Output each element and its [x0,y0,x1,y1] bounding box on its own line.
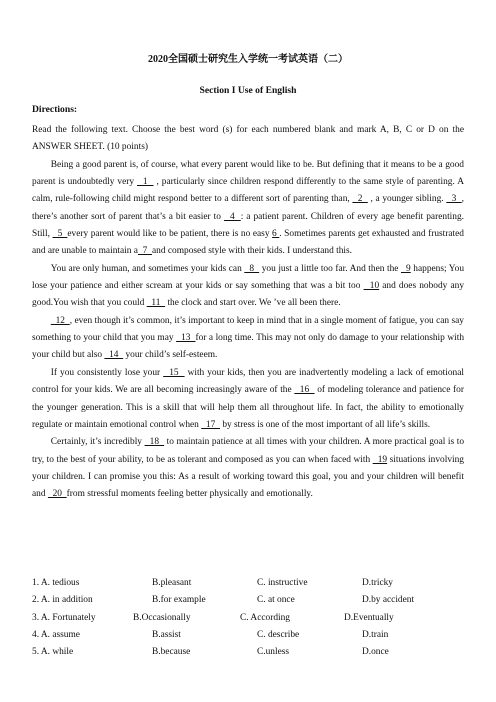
blank-number: 14 [104,350,124,361]
passage-text: Certainly, it’s incredibly [50,437,145,448]
option-row [32,575,472,592]
option-choice: B.because [152,647,191,658]
option-choice: C. According [240,612,290,623]
passage-text: you just a little too far. And then the [259,263,401,274]
passage-text: , particularly since children respond differently to the same style of parenting. A calm, rule-following child might respond better to a different sort of parenting than, [32,177,464,205]
directions-label: Directions: [32,104,78,115]
passage-text: Being a good parent is, of course, what every parent would like to be. But defining that it means to be a good parent is undoubtedly very [32,159,464,188]
option-choice: 5. A. while [32,647,74,658]
passage-text: , there’s another sort of parent that’s a bit easier to [32,194,465,222]
option-choice: B.assist [152,629,181,640]
option-choice: 3. A. Fortunately [32,612,96,623]
passage-text: situations involving your children. I can promise you this: As a result of working toward this goal, you and your children will benefit and [32,454,464,500]
passage-paragraph [32,261,464,313]
option-row [32,644,472,661]
passage-paragraph [32,365,464,434]
option-row [32,610,472,627]
blank-number: 3 [446,194,462,205]
section-heading: Section I Use of English [199,85,297,96]
passage-text: , even though it’s common, it’s important to keep in mind that in a single moment of fatigue, you can say something to your child that you may [32,315,464,344]
option-choice: D.Eventually [344,612,394,623]
option-choice: C. instructive [257,578,308,588]
passage-text: happens; You lose your patience and either scream at your kids or say something that was a bit too [32,263,465,292]
passage-text: , a younger sibling. [367,194,447,205]
option-choice: 2. A. in addition [32,595,93,606]
passage-text: If you consistently lose your [50,367,164,378]
option-row [32,627,472,644]
option-choice: B.pleasant [152,578,192,588]
blank-number: 18 [144,437,165,448]
blank-number: 9 [400,263,411,274]
blank-number: 17 [201,419,220,430]
passage-text: . Sometimes parents get exhausted and frustrated and are unable to maintain a [32,229,464,257]
passage-paragraph [32,434,464,503]
option-choice: D.once [362,647,389,658]
blank-number: 5 [52,229,68,240]
blank-number: 2 [352,194,368,205]
passage-text: every parent would like to be patient, there is no easy [67,229,273,240]
blank-number: 19 [372,454,388,465]
passage-text: : a patient parent. Children of every age benefit parenting. Still, [32,211,464,240]
option-choice: D.train [362,629,389,640]
page-title: 2020全国硕士研究生入学统一考试英语（二） [148,54,348,65]
passage-text: You are only human, and sometimes your kids can [50,263,245,274]
passage-text: of modeling tolerance and patience for the younger generation. This is a skill that will help them all throughout life. In fact, the ability to emotionally regulate or maintain emotional control when [32,385,464,430]
blank-number: 10 [363,281,380,292]
passage-text: for a long time. This may not only do damage to your relationship with your child but also [32,333,465,361]
blank-number: 13 [176,333,196,344]
option-choice: B.Occasionally [133,612,191,623]
option-choice: D.by accident [362,595,415,606]
option-choice: B.for example [152,595,206,606]
passage-text: from stressful moments feeling better physically and emotionally. [66,489,313,500]
option-choice: C. at once [257,595,295,606]
option-row [32,592,472,609]
blank-number: 15 [163,367,185,378]
passage-text: and does nobody any good.You wish that you could [32,281,465,309]
option-choice: C.unless [257,647,290,658]
blank-number: 7 [137,246,153,257]
blank-number: 6 [272,229,280,240]
passage-text: and composed style with their kids. I understand this. [152,246,352,257]
blank-number: 20 [47,489,67,500]
option-choice: D.tricky [362,578,393,588]
blank-number: 16 [294,385,315,396]
answer-options [32,575,472,661]
passage-text: your child’s self-esteem. [123,350,218,361]
directions-text: Read the following text. Choose the best word (s) for each numbered blank and mark A, B, C or D on the ANSWER SHEET. (10 points) [32,125,464,153]
blank-number: 1 [137,177,154,188]
passage-text: the clock and start over. We ’ve all been there. [165,298,341,309]
passage-text: to maintain patience at all times with your children. A more practical goal is to try, to the best of your ability, to be as tolerant and composed as you can when faced with [32,437,465,465]
blank-number: 11 [146,298,166,309]
blank-number: 12 [50,315,70,326]
blank-number: 4 [223,211,241,222]
blank-number: 8 [244,263,260,274]
passage-paragraphs [32,157,464,504]
passage [32,122,464,504]
option-choice: 4. A. assume [32,629,80,640]
passage-text: by stress is one of the most important of all life’s skills. [219,419,431,430]
passage-paragraph [32,313,464,365]
option-choice: C. describe [257,629,300,640]
passage-text: with your kids, then you are inadvertently modeling a lack of emotional control for your kids. We are all becoming increasingly aware of the [32,367,465,396]
passage-paragraph [32,157,464,261]
option-choice: 1. A. tedious [32,578,80,588]
